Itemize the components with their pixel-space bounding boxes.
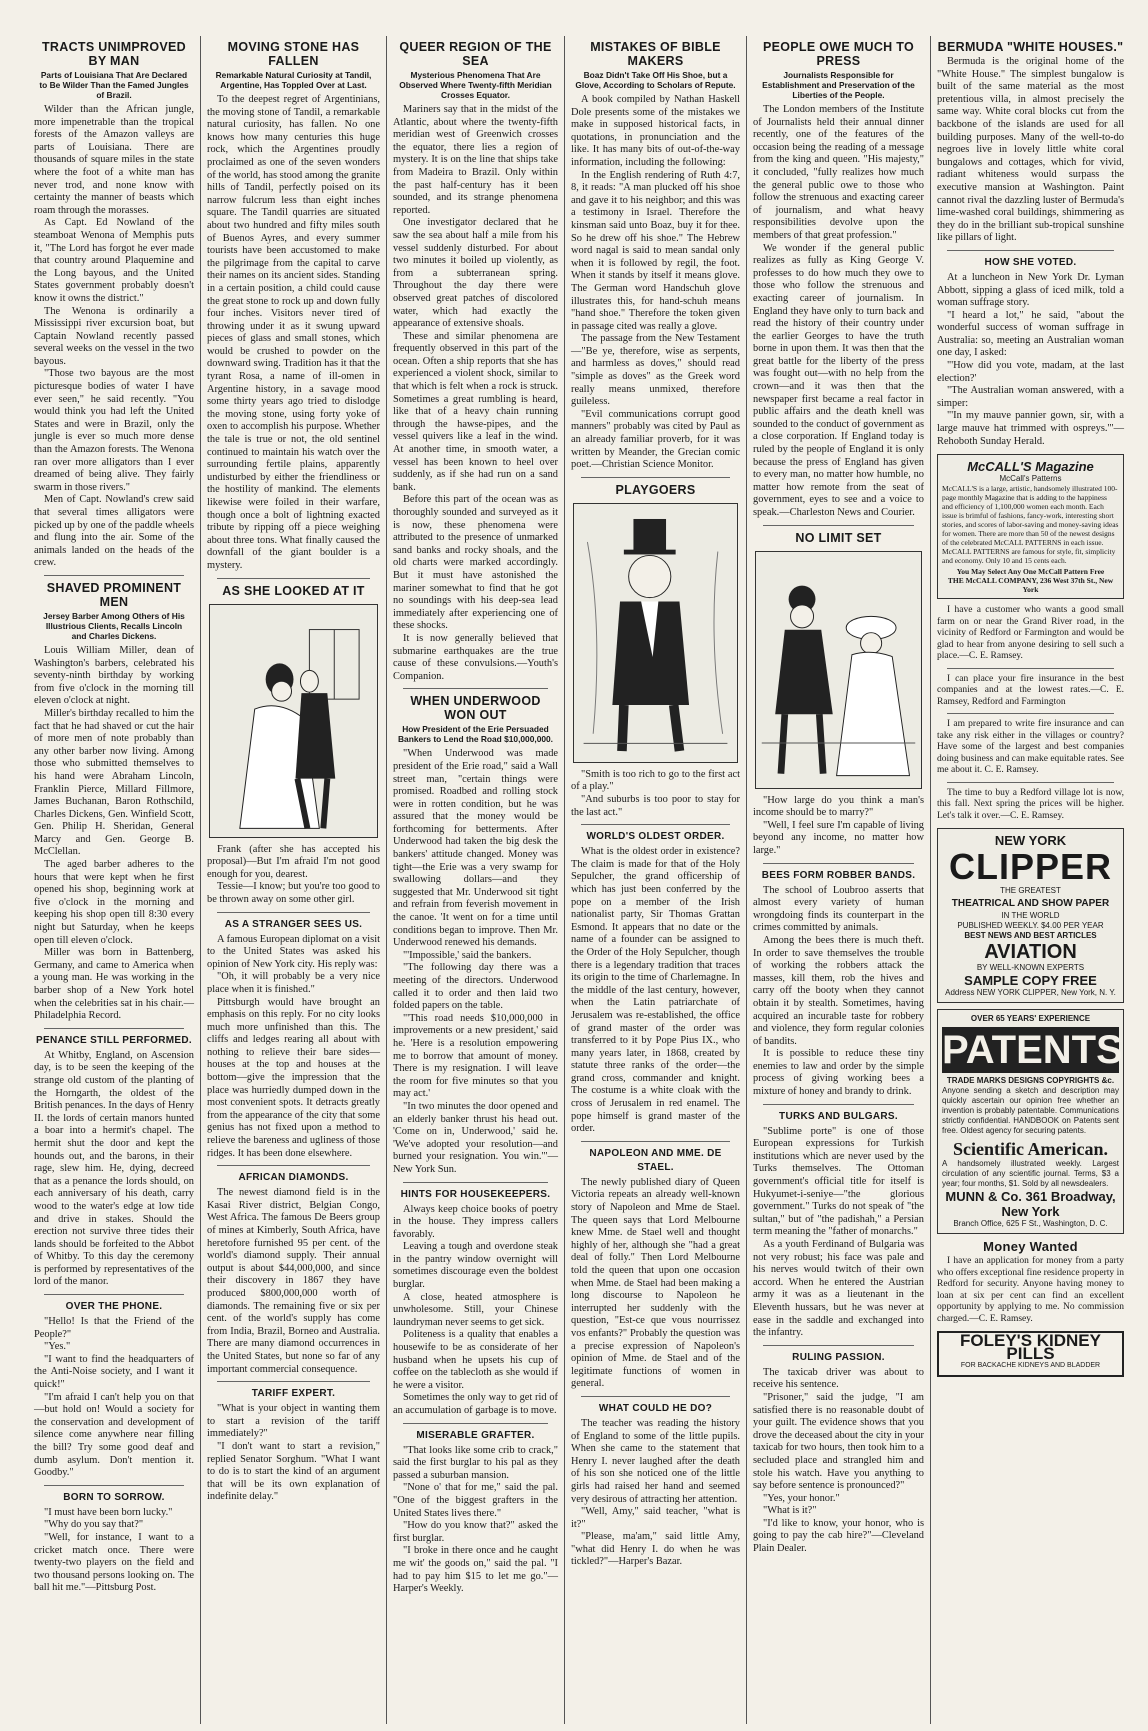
paragraph: "'In my mauve pannier gown, sir, with a large mauve hat trimmed with ospreys.'"—Rehoboth Sunday Herald.: [937, 410, 1124, 447]
divider: [217, 578, 370, 579]
headline: NO LIMIT SET: [795, 530, 882, 545]
paragraph: The teacher was reading the history of England to some of the little pupils. When she came to the statement that Henry I. never laughed after the death of his son she noticed one of the little girls had raised her hand and seemed very desirous of attracting her attention.: [571, 1417, 740, 1505]
cartoon-illustration: [209, 604, 378, 838]
headline: HOW SHE VOTED.: [984, 256, 1077, 268]
paragraph: "Yes.": [44, 1341, 71, 1353]
headline: MISERABLE GRAFTER.: [416, 1429, 535, 1441]
subhead: Parts of Louisiana That Are Declared to Be Wilder Than the Famed Jungles of Brazil.: [39, 70, 189, 100]
headline: TURKS AND BULGARS.: [779, 1110, 898, 1122]
patents-sci: Scientific American.: [953, 1139, 1108, 1160]
article-penance: [34, 1034, 194, 1289]
headline: AS A STRANGER SEES US.: [224, 918, 363, 930]
paragraph: Sometimes the only way to get rid of an accumulation of garbage is to move.: [393, 1392, 558, 1416]
cartoon-as-she-looked: [207, 584, 380, 907]
headline: PEOPLE OWE MUCH TO PRESS: [762, 40, 914, 68]
patents-sci-sub: A handsomely illustrated weekly. Largest circulation of any scientific journal. Terms, $3 a year; four months, $1. Sold by all newsdealers.: [942, 1159, 1119, 1189]
paragraph: Wilder than the African jungle, more impenetrable than the tropical forests of the Amazon valleys are parts of Louisiana. There are thousands of square miles in the state where the foot of a white man has never trod, and none know with certainty the manner of beasts which roam through the morasses.: [34, 104, 194, 216]
divider: [403, 1423, 548, 1424]
subhead: How President of the Erie Persuaded Bankers to Lend the Road $10,000,000.: [398, 724, 553, 745]
paragraph: "What is it?": [763, 1505, 817, 1517]
paragraph: "The Australian woman answered, with a simper:: [937, 385, 1124, 409]
divider: [217, 1165, 370, 1166]
cartoon-illustration: [755, 551, 922, 789]
patents-branch: Branch Office, 625 F St., Washington, D. C.: [953, 1219, 1108, 1229]
patents-marks: TRADE MARKS DESIGNS COPYRIGHTS &c.: [946, 1076, 1115, 1086]
headline: MISTAKES OF BIBLE MAKERS: [590, 40, 721, 68]
headline: TARIFF EXPERT.: [251, 1388, 336, 1400]
paragraph: Louis William Miller, dean of Washington's barbers, celebrated his seventy-ninth birthday by working from five o'clock in the morning till eleven o'clock at night.: [34, 644, 194, 707]
paragraph: "I'd like to know, your honor, who is going to pay the cab hire?"—Cleveland Plain Dealer.: [753, 1517, 924, 1555]
paragraph: Mariners say that in the midst of the Atlantic, about where the twenty-fifth meridian west of Greenwich crosses the equator, there lies a region of mystery. It is on the line that ships take from Madeira to Brazil. Only within the past half-century has it been sounded, and its strange phenomena reported.: [393, 104, 558, 216]
couple-on-bench-illustration-icon: [756, 556, 921, 788]
divider: [44, 1485, 184, 1486]
clipper-line7: AVIATION: [984, 941, 1077, 964]
clipper-line8: BY WELL-KNOWN EXPERTS: [976, 963, 1085, 973]
paragraph: Before this part of the ocean was as thoroughly sounded and surveyed as it is now, these phenomena were attributed to the presence of unmarked sand banks and rocky shoals, and the old charts were marked accordingly. But it must have astonished the mariner somewhat to find that he got no soundings with his deep-sea lead immediately after experiencing one of these shocks.: [393, 494, 558, 632]
article-born-to-sorrow: [34, 1491, 194, 1595]
paragraph: "How large do you think a man's income should be to marry?": [753, 794, 924, 819]
divider: [763, 1345, 914, 1346]
mccalls-company: THE McCALL COMPANY, 236 West 37th St., New York: [947, 576, 1114, 595]
column-3: [386, 36, 564, 1724]
divider: [44, 1294, 184, 1295]
foley-sub: FOR BACKACHE KIDNEYS AND BLADDER: [960, 1362, 1101, 1370]
headline: QUEER REGION OF THE SEA: [399, 40, 552, 68]
column-1: [28, 36, 200, 1724]
article-what-could-he-do: [571, 1402, 740, 1569]
paragraph: "Well, for instance, I want to a cricket match once. There were twenty-two players on the field and two thousand persons looking on. The ball hit me."—Pittsburg Post.: [34, 1531, 194, 1594]
paragraph: Politeness is a quality that enables a housewife to be as considerate of her husband when he upsets his cup of coffee on the tablecloth as she would if he were a visitor.: [393, 1329, 558, 1391]
patents-top: OVER 65 YEARS' EXPERIENCE: [970, 1014, 1091, 1024]
paragraph: A close, heated atmosphere is unwholesome. Still, your Chinese laundryman never seems to get sick.: [393, 1291, 558, 1328]
headline: AFRICAN DIAMONDS.: [238, 1172, 349, 1184]
divider: [947, 713, 1114, 714]
classified-item: I can place your fire insurance in the best companies and at the lowest rates.—C. E. Ramsey, Redford and Farmington: [937, 673, 1124, 707]
headline: BERMUDA "WHITE HOUSES.": [937, 40, 1124, 54]
paragraph: "I broke in there once and he caught me wit' the goods on," said the pal. "I had to pay him $15 to let me go."—Harper's Weekly.: [393, 1545, 558, 1595]
paragraph: "What is your object in wanting them to start a revision of the tariff immediately?": [207, 1403, 380, 1440]
paragraph: "Evil communications corrupt good manners" probably was cited by Paul as an already familiar proverb, for it was written by Meander, the Grecian comic poet.—Christian Science Monitor.: [571, 408, 740, 471]
paragraph: The taxicab driver was about to receive his sentence.: [753, 1366, 924, 1391]
paragraph: The London members of the Institute of Journalists held their annual dinner recently, one of the features of the occasion being the reading of a message from the king and queen. "His majesty," it concluded, "fully realizes how much the general public owe to those who follow the strenuous and exacting career of journalism, and what heavy responsibilities devolve upon the members of that great profession.": [753, 104, 924, 241]
subhead: Jersey Barber Among Others of His Illustrious Clients, Recalls Lincoln and Charles Dickens.: [43, 610, 185, 641]
divider: [581, 1141, 730, 1142]
article-underwood: [393, 694, 558, 1176]
divider: [947, 668, 1114, 669]
subhead: Mysterious Phenomena That Are Observed Where Twenty-fifth Meridian Crosses Equator.: [399, 70, 552, 100]
paragraph: It is possible to reduce these tiny enemies to law and order by the simple process of giving working bees a mixture of honey and brandy to drink.: [753, 1048, 924, 1098]
headline: PLAYGOERS: [615, 482, 696, 497]
cartoon-no-limit-set: [753, 531, 924, 858]
paragraph: Frank (after she has accepted his proposal)—But I'm afraid I'm not good enough for you, dearest.: [207, 843, 380, 880]
article-how-she-voted: [937, 256, 1124, 448]
mccalls-text: McCALL'S is a large, artistic, handsomely illustrated 100-page monthly Magazine that is adding to the happiness and efficiency of 1,100,000 women each month. Each issue is brimful of fashions, fancy-work, interesting short stories, and scores of labor-saving and money-saving ideas for women. There are more than 50 of the newest designs of the celebrated McCALL PATTERNS in each issue. McCALL PATTERNS are famous for style, fit, simplicity and economy. Only 10 and 15 cents each.: [942, 484, 1119, 566]
divider: [44, 1028, 184, 1029]
clipper-line3: THEATRICAL AND SHOW PAPER: [951, 898, 1110, 910]
paragraph: Men of Capt. Nowland's crew said that several times alligators were picked up by one of the paddle wheels and flung into the air. Some of the animals landed on the heads of the crew.: [34, 494, 194, 569]
paragraph: It is now generally believed that submarine earthquakes are the true cause of these convulsions.—Youth's Companion.: [393, 632, 558, 682]
article-turks-bulgars: [753, 1110, 924, 1340]
patents-munn: MUNN & Co. 361 Broadway, New York: [945, 1189, 1116, 1220]
patents-title: PATENTS: [942, 1028, 1123, 1073]
paragraph: The newly published diary of Queen Victoria repeats an already well-known story of Napoleon and Mme de Stael. The queen says that Lord Melbourne knew Mme. de Stael well and thought highly of her, although she "had a great deal of folly." Then Lord Melbourne told the queen that upon one occasion when Mme. de Stael had been making a long discourse to Napoleon he interrupted her suddenly with the question, "Est-ce que vous nourrissez vos enfants?" Probably the question was a precise expression of Napoleon's opinion of Mme. de Stael and of the legitimate functions of women in general.: [571, 1176, 740, 1390]
paragraph: The passage from the New Testament—"Be ye, therefore, wise as serpents, and harmless as doves," should read "simple as doves" as the Greek word really means unmixed, therefore guileless.: [571, 333, 740, 408]
paragraph: "When Underwood was made president of the Erie road," said a Wall street man, "certain things were promised. Roadbed and rolling stock were in rotten condition, but he was assured that the money would be forthcoming for betterments. After Underwood had taken the big desk the bankers' attitude changed. Money was tight—the Erie was a very swamp for swallowing dollars—and they suggested that Mr. Underwood sit tight and refrain from feverish movement in the canoe. 'It went on for a time until conditions began to improve. Then Mr. Underwood renewed his demands.: [393, 748, 558, 949]
paragraph: "The following day there was a meeting of the directors. Underwood called it to order and then laid two folded papers on the table.: [393, 962, 558, 1012]
article-napoleon: [571, 1147, 740, 1391]
clipper-line5: PUBLISHED WEEKLY. $4.00 PER YEAR: [957, 921, 1104, 931]
mccalls-title: McCALL'S Magazine: [967, 459, 1094, 475]
paragraph: "Oh, it will probably be a very nice place when it is finished.": [207, 971, 380, 995]
clipper-advertisement: [937, 828, 1124, 1003]
foley-title: FOLEY'S KIDNEY PILLS: [959, 1331, 1101, 1363]
paragraph: "I don't want to start a revision," replied Senator Sorghum. "What I want to do is to start the kind of an argument that will be its own explanation of indefinite delay.": [207, 1440, 380, 1503]
paragraph: "Prisoner," said the judge, "I am satisfied there is no reasonable doubt of your guilt. The evidence shows that you drove the deceased about the city in your taxicab for two hours, then took him to a secluded place and strangled him and stole his watch. Have you anything to say before sentence is pronounced?": [753, 1391, 924, 1492]
paragraph: "Those two bayous are the most picturesque bodies of water I have ever seen," he said recently. "You would think you had left the United States and were in Brazil, only the jungle is ever so much more dense than the Amazon forests. The Wenona ran over more alligators than I ever dreamed of being alive. They fairly swarm in those rivers.": [34, 368, 194, 493]
column-5: [746, 36, 930, 1724]
paragraph: Tessie—I know; but you're too good to be thrown away on some other girl.: [207, 881, 380, 905]
divider: [217, 1381, 370, 1382]
mccalls-offer: You May Select Any One McCall Pattern Free: [956, 567, 1105, 577]
top-hat-man-illustration-icon: [574, 508, 737, 762]
headline: OVER THE PHONE.: [65, 1301, 163, 1313]
headline: TRACTS UNIMPROVED BY MAN: [42, 40, 186, 68]
paragraph: "'How did you vote, madam, at the last election?': [937, 360, 1124, 384]
divider: [403, 688, 548, 689]
headline: WORLD'S OLDEST ORDER.: [586, 831, 725, 843]
paragraph: As Capt. Ed Nowland of the steamboat Wenona of Memphis puts it, "The Lord has forgot he ever made that country around Plaquemine and the Long bayous, and the United States government probably doesn't know it owns the district.": [34, 217, 194, 304]
paragraph: "And suburbs is too poor to stay for the last act.": [571, 794, 740, 818]
clipper-line6: BEST NEWS AND BEST ARTICLES: [964, 931, 1097, 941]
clipper-line4: IN THE WORLD: [1001, 911, 1060, 921]
headline: PENANCE STILL PERFORMED.: [36, 1034, 192, 1046]
subhead: Boaz Didn't Take Off His Shoe, but a Glove, According to Scholars of Repute.: [575, 70, 736, 90]
paragraph: The aged barber adheres to the hours that were kept when he first opened his shop, beginning work at five o'clock in the morning and keeping his shop open till 8:30 every night but Saturday, when he keeps open till eleven o'clock.: [34, 859, 194, 946]
headline: BEES FORM ROBBER BANDS.: [761, 869, 916, 881]
headline: NAPOLEON AND MME. DE STAEL.: [589, 1147, 722, 1173]
paragraph: "'This road needs $10,000,000 in improvements or a new president,' said he. 'Here is a resolution empowering me to borrow that amount of money. There is my resignation. I will leave the room for five minutes so that you may act.': [393, 1012, 558, 1100]
clipper-line1: NEW YORK: [994, 833, 1067, 849]
divider: [581, 477, 730, 478]
patents-advertisement: [937, 1009, 1124, 1234]
paragraph: One investigator declared that he saw the sea about half a mile from his vessel suddenly disturbed. For about two minutes it boiled up violently, as from a subterranean spring. Throughout the day there were observed great patches of discolored water, which had exactly the appearance of extensive shoals.: [393, 217, 558, 330]
divider: [581, 1396, 730, 1397]
article-miserable-grafter: [393, 1429, 558, 1596]
paragraph: "Smith is too rich to go to the first act of a play.": [571, 768, 740, 793]
paragraph: Among the bees there is much theft. In order to save themselves the trouble of working the robbers attack the masses, kill them, rob the hives and carry off the booty when they cannot obtain it by stealth. Sometimes, having acquired an incurable taste for robbery and violence, they form regular colonies of bandits.: [753, 934, 924, 1047]
money-wanted-title: Money Wanted: [983, 1239, 1078, 1255]
mccalls-tagline: McCall's Patterns: [999, 474, 1062, 484]
headline: WHAT COULD HE DO?: [598, 1402, 713, 1414]
paragraph: We wonder if the general public realizes as fully as King George V. professes to do how much they owe to those who follow the strenuous and exacting career of journalism. In England they have only to turn back and read the history of their country under the earlier Georges to have the truth borne in upon them. It was then that the great battle for the liberty of the press was fought out—with no help from the crown—and it was then that the newspaper first became a real factor in public affairs and the death knell was sounded to the conduct of government as a close corporation. If England today is ruled by the people of England it is only because the press of England has given to every man, no matter how humble, no matter how remote from the seat of government, eyes to see and a voice to speak.—Charleston News and Courier.: [753, 242, 924, 518]
paragraph: As a youth Ferdinand of Bulgaria was not very robust; his face was pale and his nerves would twitch of their own accord. When he entered the Austrian army it was as a lieutenant in the Eleventh hussars, but he was never at ease in the saddle and exchanged into the infantry.: [753, 1239, 924, 1339]
paragraph: "Please, ma'am," said little Amy, "what did Henry I. do when he was tickled?"—Harper's Bazar.: [571, 1531, 740, 1568]
headline: RULING PASSION.: [792, 1351, 885, 1363]
paragraph: "How do you know that?" asked the first burglar.: [393, 1520, 558, 1544]
cartoon-playgoers: [571, 483, 740, 819]
money-wanted-body: I have an application for money from a party who offers exceptional fine residence property in Redford for security. Anyone having money to loan at six per cent can find an excellent opportunity by applying to me. No commission charged.—C. E. Ramsey.: [937, 1256, 1124, 1324]
paragraph: The Wenona is ordinarily a Mississippi river excursion boat, but Captain Nowland recently passed several weeks on the vessel in the two bayous.: [34, 305, 194, 367]
article-bermuda: [937, 40, 1124, 245]
clipper-line9: SAMPLE COPY FREE: [964, 973, 1097, 989]
classified-item: The time to buy a Redford village lot is now, this fall. Next spring the prices will be higher. Let's talk it over.—C. E. Ramsey.: [937, 787, 1124, 821]
headline: WHEN UNDERWOOD WON OUT: [410, 694, 541, 723]
paragraph: A book compiled by Nathan Haskell Dole presents some of the mistakes we make in supposed historical facts, in quotations, in pronunciation and the like. It has many bits of out-of-the-way information, including the following:: [571, 94, 740, 168]
article-bible-makers: [571, 40, 740, 472]
paragraph: "None o' that for me," said the pal. "One of the biggest grafters in the United States lives there.": [393, 1482, 558, 1519]
headline: AS SHE LOOKED AT IT: [222, 583, 365, 598]
divider: [217, 912, 370, 913]
newspaper-page: [28, 36, 1130, 1724]
divider: [763, 525, 914, 526]
article-ruling-passion: [753, 1351, 924, 1556]
article-tariff-expert: [207, 1387, 380, 1504]
column-2: [200, 36, 386, 1724]
paragraph: At a luncheon in New York Dr. Lyman Abbott, sipping a glass of iced milk, told a woman suffrage story.: [937, 271, 1124, 309]
headline: BORN TO SORROW.: [63, 1491, 165, 1503]
patents-body: Anyone sending a sketch and description may quickly ascertain our opinion free whether an invention is probably patentable. Communications strictly confidential. HANDBOOK on Patents sent free. Oldest agency for securing patents.: [942, 1086, 1119, 1136]
article-over-the-phone: [34, 1300, 194, 1480]
couple-illustration-icon: [210, 609, 377, 837]
paragraph: "Sublime porte" is one of those European expressions for Turkish institutions which are never used by the Turks themselves. The Ottoman government's official title for itself is Hukyumet-i-seniye—"the glorious government." Turks do not speak of "the sultan," but of "the padishah," a Persian term meaning the "father of monarchs.": [753, 1125, 924, 1238]
classified-item: I am prepared to write fire insurance and can take any risk either in the villages or country? Have some of the largest and best companies doing business and can make equitable rates. See me about it. C. E. Ramsey.: [937, 719, 1124, 776]
paragraph: Pittsburgh would have brought an emphasis on this reply. For no city looks much more unfinished than this. The cliffs and ledges rearing all about with nothing to relieve their bare sides—houses at the top and houses at the bottom—give the impression that the place was hurriedly dumped down in the most convenient spots. It detracts greatly from the appearance of the city that some genius has not fixed upon a method to relieve the bareness and ugliness of those ridges. It has been done elsewhere.: [207, 996, 380, 1159]
paragraph: In the English rendering of Ruth 4:7, 8, it reads: "A man plucked off his shoe and gave it to his neighbor; and this was a testimony in Israel. Therefore the kinsman said unto Boaz, buy it for thee. So he drew off his shoe." The Hebrew word nagal is said to mean sandal only when it is followed by regil, the foot. When it stands by itself it means glove. The German word Handschuh glove illustrates this, for hand-schuh means "hand shoe." Therefore the token given in passage cited was really a glove.: [571, 169, 740, 332]
paragraph: Miller was born in Battenberg, Germany, and came to America when a young man. He was working in the barber shop of a New York hotel when the celebrities sat in his chair.—Philadelphia Record.: [34, 947, 194, 1022]
divider: [403, 1182, 548, 1183]
subhead: Remarkable Natural Curiosity at Tandil, Argentine, Has Toppled Over at Last.: [215, 70, 372, 90]
article-shaved-prominent-men: [34, 581, 194, 1023]
divider: [947, 250, 1114, 251]
paragraph: These and similar phenomena are frequently observed in this part of the ocean. Often a ship reports that she has experienced a violent shock, similar to that which is felt when a rock is struck. Sometimes a great rumbling is heard, like that of a heavy chain running through the hawse-pipes, and the vessel quivers like a leaf in the wind. At another time, in smooth water, a vessel has been known to heel over suddenly, as if she had run on a sand bank.: [393, 330, 558, 493]
paragraph: "Yes, your honor.": [763, 1492, 840, 1504]
clipper-title: CLIPPER: [948, 846, 1113, 888]
paragraph: "I must have been born lucky.": [44, 1506, 173, 1518]
subhead: Journalists Responsible for Establishment and Preservation of the Liberties of the People.: [762, 70, 915, 100]
money-wanted-ad: [937, 1240, 1124, 1325]
paragraph: The newest diamond field is in the Kasai River district, Belgian Congo, West Africa. The famous De Beers group of mines at Kimberly, South Africa, have heretofore furnished 95 per cent. of the world's diamond supply. Their annual output is about $44,000,000, and since their discovery in 1867 they have produced $800,000,000 worth of diamonds. The remaining five or six per cent. of the world's supply has come from India, Brazil, Borneo and Australia. There are many diamond occurrences in the United States, but none so far of any important commercial consequence.: [207, 1187, 380, 1375]
paragraph: The school of Loubroo asserts that almost every variety of human wrongdoing finds its counterpart in the crimes committed by animals.: [753, 884, 924, 934]
paragraph: Bermuda is the original home of the "White House." The simplest bungalow is built of the same material as the most pretentious villa, in almost precisely the same way. White coral blocks cut from the backbone of the islands are used for all building purposes. Many of the well-to-do negroes live in lovely little white coral bungalows and cottages, which for vivid, radiant whiteness would surpass the executive mansion at Washington. Paint cannot rival the dazzling luster of Bermuda's lime-washed coral buildings, shimmering as they do in the brilliant sub-tropical sunshine like pillars of light.: [937, 56, 1124, 244]
article-oldest-order: [571, 830, 740, 1136]
paragraph: What is the oldest order in existence? The claim is made for that of the Holy Sepulcher, the grand officership of which has just been conferred by the pope on a member of the Irish nationalist party, Sir Thomas Grattan Esmond. It appears that no date or the name of a founder can be assigned to the Order of the Holy Sepulcher, though there is a legendary tradition that traces its origin to the time of Charlemagne. In the middle of the last century, however, when the Latin patriarchate of Jerusalem was re-established, the office of grand master of the order was transferred to it by Pope Pius IX., who many years later, in 1868, created by statute three ranks of the order—the grand cross, commander and knight. The costume is a white cloak with the cross of Jerusalem in red enamel. The pope himself is grand master of the order.: [571, 846, 740, 1135]
article-moving-stone: [207, 40, 380, 573]
divider: [44, 575, 184, 576]
paragraph: "I heard a lot," he said, "about the wonderful success of woman suffrage in Australia: so, meeting an Australian woman one day, I asked:: [937, 309, 1124, 359]
paragraph: "I'm afraid I can't help you on that—but hold on! Would a society for the conservation and development of silence come anywhere near filling the bill? Try some good deaf and dumb asylum. Don't mention it. Goodby.": [34, 1391, 194, 1479]
column-4: [564, 36, 746, 1724]
headline: HINTS FOR HOUSEKEEPERS.: [400, 1188, 551, 1200]
foley-advertisement: [937, 1331, 1124, 1377]
classified-ads: [937, 605, 1124, 822]
paragraph: "That looks like some crib to crack," said the first burglar to his pal as they passed a suburban mansion.: [393, 1444, 558, 1481]
paragraph: Miller's birthday recalled to him the fact that he had shaved or cut the hair of more men of note probably than any other barber now living. Among those who submitted themselves to his hand were Abraham Lincoln, Franklin Pierce, Millard Fillmore, James Buchanan, Baron Rothschild, Charles Dickens, Gen. Winfield Scott, Gen. Philip H. Sheridan, General Marcy and Gen. George B. McClellan.: [34, 707, 194, 858]
paragraph: "I want to find the headquarters of the Anti-Noise society, and I want it quick!": [34, 1353, 194, 1391]
paragraph: To the deepest regret of Argentinians, the moving stone of Tandil, a remarkable natural curiosity, has fallen. No one knows how many centuries this huge rock, which the Argentines proudly proclaimed as one of the seven wonders of the world, has stood among the granite hills of Tandil, perfectly poised on its narrow fulcrum less than eight inches square. The Tandil quarries are situated about two hundred and fifty miles south of Buenos Ayres, and every summer tourists have been accustomed to make the pilgrimage from the capital to carve their names on its ancient sides. Standing in a certain position, a child could cause the great stone to rock up and down fully four inches. Visitors never tired of throwing under it as it swung upward pieces of glass and small stones, which would be crushed to powder on the downward swing. Tradition has it that the tyrant Rosa, a name of ill-omen in Argentine history, in a savage mood some thirty years ago tried to dislodge the moving stone, using forty yoke of oxen to accomplish his purpose. Whether the tale is true or not, the old sentinel continued to maintain his watch over the surrounding fertile plains, apparently undisturbed by either the friendliness or the hostility of mankind. The elements likewise were foiled in their warfare, though once a bolt of lightning exacted tribute by ripping off a piece weighing about three tons. What finally caused the downfall of the giant boulder is a mystery.: [207, 94, 380, 571]
paragraph: Always keep choice books of poetry in the house. They impress callers favorably.: [393, 1203, 558, 1240]
divider: [763, 1104, 914, 1105]
classified-item: I have a customer who wants a good small farm on or near the Grand River road, in the vicinity of Redford or Farmington and would be glad to hear from anyone desiring to sell such a place.—C. E. Ramsey.: [937, 605, 1124, 662]
headline: MOVING STONE HAS FALLEN: [227, 40, 360, 68]
paragraph: "'Impossible,' said the bankers.: [403, 949, 532, 961]
mccalls-advertisement: [937, 454, 1124, 599]
divider: [947, 782, 1114, 783]
paragraph: "Why do you say that?": [44, 1519, 144, 1531]
divider: [763, 863, 914, 864]
article-owe-to-press: [753, 40, 924, 520]
divider: [581, 824, 730, 825]
paragraph: "In two minutes the door opened and an elderly banker thrust his head out. 'Come on in, Underwood,' said he. 'We've adopted your resolution—and burned your resignation. You win.'"—New York Sun.: [393, 1100, 558, 1175]
paragraph: "Hello! Is that the Friend of the People?": [34, 1316, 194, 1340]
clipper-line10: Address NEW YORK CLIPPER, New York, N. Y.: [945, 988, 1116, 998]
paragraph: "Well, Amy," said teacher, "what is it?": [571, 1506, 740, 1530]
article-bees-robber: [753, 869, 924, 1099]
headline: SHAVED PROMINENT MEN: [46, 580, 182, 609]
paragraph: "Well, I feel sure I'm capable of living beyond any income, no matter how large.": [753, 819, 924, 856]
article-african-diamonds: [207, 1171, 380, 1376]
article-tracts-unimproved: [34, 40, 194, 570]
column-6: [930, 36, 1130, 1724]
clipper-line2: THE GREATEST: [1000, 886, 1061, 896]
paragraph: A famous European diplomat on a visit to the United States was asked his opinion of New York city. His reply was:: [207, 933, 380, 970]
article-hints-housekeepers: [393, 1188, 558, 1418]
article-stranger-sees-us: [207, 918, 380, 1161]
article-queer-region: [393, 40, 558, 683]
paragraph: Leaving a tough and overdone steak in the pantry window overnight will sometimes discourage even the boldest burglar.: [393, 1241, 558, 1291]
cartoon-illustration: [573, 503, 738, 763]
paragraph: At Whitby, England, on Ascension day, is to be seen the keeping of the strange old custom of the planting of the Horngarth, the oldest of the British penances. In the days of Henry II. the lords of certain manors hunted a boar into a hermit's chapel. The hermit shut the door and kept the hounds out, and the barons, in their rage, slew him. He, dying, decreed that as a penance the lords should, on each anniversary of his death, carry wood to the water's edge at low tide and drive in stakes. Should the erection not survive three tides their lands should be forfeited to the Abbot of Whitby. To this day the ceremony is performed by representatives of the lord of the manor.: [34, 1049, 194, 1288]
